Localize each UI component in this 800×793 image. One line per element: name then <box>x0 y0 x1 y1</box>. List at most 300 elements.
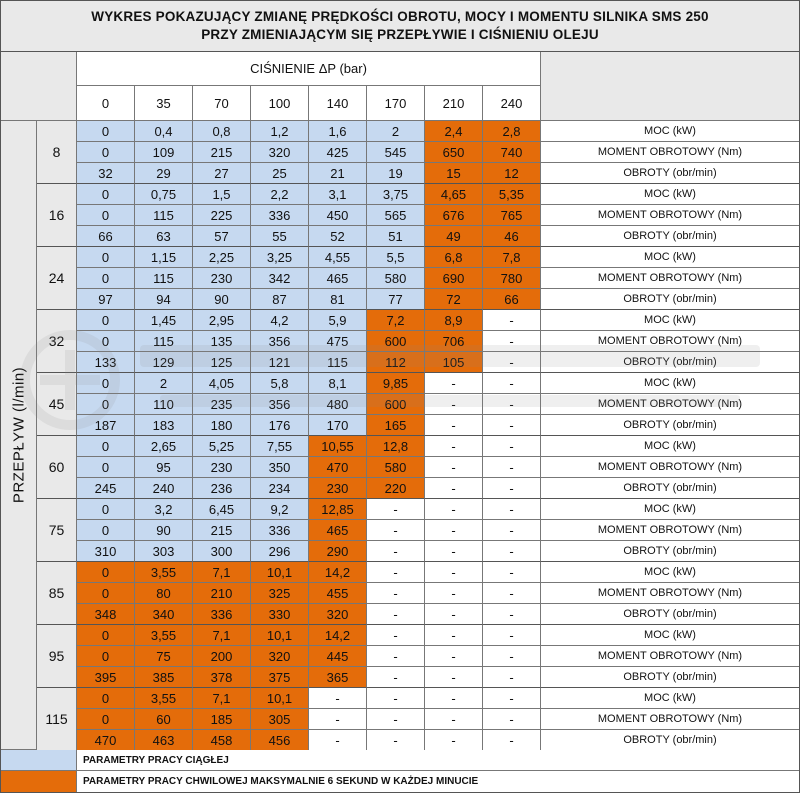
data-cell: 325 <box>251 583 309 604</box>
data-cell: 455 <box>309 583 367 604</box>
data-cell: 2,8 <box>483 121 541 142</box>
data-cell: 458 <box>193 730 251 751</box>
row-label: OBROTY (obr/min) <box>541 541 800 562</box>
data-cell: 303 <box>135 541 193 562</box>
data-cell: 3,55 <box>135 625 193 646</box>
row-label: MOC (kW) <box>541 562 800 583</box>
data-cell: 3,75 <box>367 184 425 205</box>
data-cell: 72 <box>425 289 483 310</box>
data-cell: 0 <box>77 499 135 520</box>
row-label: MOMENT OBROTOWY (Nm) <box>541 457 800 478</box>
data-cell: 109 <box>135 142 193 163</box>
data-cell: - <box>483 478 541 499</box>
data-cell: 780 <box>483 268 541 289</box>
row-label: OBROTY (obr/min) <box>541 352 800 373</box>
data-cell: 60 <box>135 709 193 730</box>
data-cell: 545 <box>367 142 425 163</box>
data-cell: 220 <box>367 478 425 499</box>
data-cell: - <box>367 667 425 688</box>
row-label: MOC (kW) <box>541 247 800 268</box>
row-label: OBROTY (obr/min) <box>541 667 800 688</box>
flow-axis-label <box>0 121 37 750</box>
data-cell: 340 <box>135 604 193 625</box>
data-cell: 105 <box>425 352 483 373</box>
data-cell: 3,1 <box>309 184 367 205</box>
data-cell: 21 <box>309 163 367 184</box>
data-cell: 0,4 <box>135 121 193 142</box>
data-cell: - <box>483 415 541 436</box>
flow-value-2: 24 <box>37 247 77 310</box>
data-cell: 350 <box>251 457 309 478</box>
data-cell: 235 <box>193 394 251 415</box>
data-cell: 600 <box>367 331 425 352</box>
data-cell: - <box>367 499 425 520</box>
data-cell: 3,25 <box>251 247 309 268</box>
data-cell: 29 <box>135 163 193 184</box>
data-cell: 765 <box>483 205 541 226</box>
data-cell: 80 <box>135 583 193 604</box>
data-cell: 4,55 <box>309 247 367 268</box>
data-cell: 81 <box>309 289 367 310</box>
data-cell: 0 <box>77 331 135 352</box>
data-cell: 240 <box>135 478 193 499</box>
row-label: MOC (kW) <box>541 184 800 205</box>
data-cell: 245 <box>77 478 135 499</box>
data-cell: - <box>483 541 541 562</box>
data-cell: - <box>483 457 541 478</box>
data-cell: 129 <box>135 352 193 373</box>
data-cell: 1,2 <box>251 121 309 142</box>
data-cell: 230 <box>193 457 251 478</box>
data-cell: 234 <box>251 478 309 499</box>
data-cell: - <box>425 562 483 583</box>
data-cell: 0 <box>77 121 135 142</box>
data-cell: 115 <box>135 205 193 226</box>
data-cell: 66 <box>483 289 541 310</box>
data-cell: - <box>309 730 367 751</box>
data-cell: 3,55 <box>135 562 193 583</box>
data-cell: 5,35 <box>483 184 541 205</box>
row-label: MOMENT OBROTOWY (Nm) <box>541 268 800 289</box>
row-label: OBROTY (obr/min) <box>541 730 800 751</box>
data-cell: 176 <box>251 415 309 436</box>
row-label: OBROTY (obr/min) <box>541 289 800 310</box>
data-cell: 66 <box>77 226 135 247</box>
data-cell: 336 <box>251 520 309 541</box>
data-cell: 336 <box>193 604 251 625</box>
data-cell: 115 <box>309 352 367 373</box>
data-cell: - <box>367 625 425 646</box>
data-cell: 356 <box>251 394 309 415</box>
data-cell: 55 <box>251 226 309 247</box>
data-cell: - <box>309 688 367 709</box>
data-cell: - <box>483 730 541 751</box>
data-cell: 356 <box>251 331 309 352</box>
data-cell: 4,65 <box>425 184 483 205</box>
data-cell: 0 <box>77 436 135 457</box>
data-cell: 475 <box>309 331 367 352</box>
data-cell: 10,1 <box>251 625 309 646</box>
data-cell: 225 <box>193 205 251 226</box>
pressure-header-2: 70 <box>193 86 251 121</box>
row-label: OBROTY (obr/min) <box>541 415 800 436</box>
data-cell: 10,1 <box>251 562 309 583</box>
data-cell: 365 <box>309 667 367 688</box>
data-cell: 5,25 <box>193 436 251 457</box>
data-cell: - <box>483 688 541 709</box>
row-label: MOC (kW) <box>541 499 800 520</box>
data-cell: - <box>425 415 483 436</box>
data-cell: 49 <box>425 226 483 247</box>
title-line-1: WYKRES POKAZUJĄCY ZMIANĘ PRĘDKOŚCI OBROTU, MOCY I MOMENTU SILNIKA SMS 250 <box>91 9 709 24</box>
data-cell: 52 <box>309 226 367 247</box>
data-cell: - <box>425 583 483 604</box>
data-cell: 5,5 <box>367 247 425 268</box>
data-cell: 7,8 <box>483 247 541 268</box>
data-cell: 125 <box>193 352 251 373</box>
data-cell: 0 <box>77 184 135 205</box>
data-cell: - <box>425 373 483 394</box>
row-label: OBROTY (obr/min) <box>541 604 800 625</box>
data-cell: - <box>483 331 541 352</box>
data-cell: 121 <box>251 352 309 373</box>
data-cell: 4,2 <box>251 310 309 331</box>
row-label: MOC (kW) <box>541 373 800 394</box>
data-cell: - <box>367 688 425 709</box>
data-cell: 296 <box>251 541 309 562</box>
pressure-header-5: 170 <box>367 86 425 121</box>
data-cell: 580 <box>367 457 425 478</box>
data-cell: - <box>425 436 483 457</box>
data-cell: 1,5 <box>193 184 251 205</box>
data-cell: 0 <box>77 520 135 541</box>
data-cell: - <box>483 520 541 541</box>
row-label: MOMENT OBROTOWY (Nm) <box>541 646 800 667</box>
flow-value-4: 45 <box>37 373 77 436</box>
data-cell: 0 <box>77 646 135 667</box>
data-cell: 9,2 <box>251 499 309 520</box>
data-cell: 180 <box>193 415 251 436</box>
data-cell: - <box>367 520 425 541</box>
data-cell: 94 <box>135 289 193 310</box>
data-cell: 580 <box>367 268 425 289</box>
data-cell: - <box>367 541 425 562</box>
data-cell: 0 <box>77 247 135 268</box>
data-cell: 395 <box>77 667 135 688</box>
legend-continuous: PARAMETRY PRACY CIĄGŁEJ <box>77 750 800 771</box>
data-cell: - <box>367 646 425 667</box>
data-cell: 1,6 <box>309 121 367 142</box>
data-cell: - <box>425 520 483 541</box>
data-cell: 75 <box>135 646 193 667</box>
data-cell: - <box>425 625 483 646</box>
row-label: MOMENT OBROTOWY (Nm) <box>541 583 800 604</box>
data-cell: 320 <box>251 142 309 163</box>
data-cell: - <box>425 646 483 667</box>
data-cell: 7,55 <box>251 436 309 457</box>
data-cell: 57 <box>193 226 251 247</box>
flow-value-7: 85 <box>37 562 77 625</box>
data-cell: 330 <box>251 604 309 625</box>
data-cell: 77 <box>367 289 425 310</box>
data-cell: 1,15 <box>135 247 193 268</box>
data-cell: 2,2 <box>251 184 309 205</box>
data-cell: 600 <box>367 394 425 415</box>
row-label: MOMENT OBROTOWY (Nm) <box>541 205 800 226</box>
data-cell: 450 <box>309 205 367 226</box>
data-cell: 565 <box>367 205 425 226</box>
data-cell: 706 <box>425 331 483 352</box>
data-cell: 10,55 <box>309 436 367 457</box>
row-label: MOC (kW) <box>541 310 800 331</box>
data-cell: 115 <box>135 268 193 289</box>
data-cell: 14,2 <box>309 562 367 583</box>
legend-swatch-continuous <box>0 750 77 771</box>
data-cell: - <box>425 457 483 478</box>
data-cell: 95 <box>135 457 193 478</box>
row-label: MOMENT OBROTOWY (Nm) <box>541 709 800 730</box>
data-cell: 300 <box>193 541 251 562</box>
data-cell: - <box>483 310 541 331</box>
data-cell: 342 <box>251 268 309 289</box>
data-cell: 133 <box>77 352 135 373</box>
data-cell: - <box>425 709 483 730</box>
data-cell: 480 <box>309 394 367 415</box>
data-cell: 230 <box>193 268 251 289</box>
data-cell: - <box>483 436 541 457</box>
data-cell: 0 <box>77 688 135 709</box>
data-cell: - <box>483 394 541 415</box>
table-title <box>0 0 800 52</box>
pressure-header-7: 240 <box>483 86 541 121</box>
data-cell: 0 <box>77 625 135 646</box>
data-cell: 165 <box>367 415 425 436</box>
row-label: MOMENT OBROTOWY (Nm) <box>541 142 800 163</box>
data-cell: 2,25 <box>193 247 251 268</box>
data-cell: 650 <box>425 142 483 163</box>
row-label: MOMENT OBROTOWY (Nm) <box>541 331 800 352</box>
data-cell: 185 <box>193 709 251 730</box>
data-cell: 9,85 <box>367 373 425 394</box>
data-cell: 12 <box>483 163 541 184</box>
data-cell: - <box>483 709 541 730</box>
data-cell: 25 <box>251 163 309 184</box>
data-cell: 135 <box>193 331 251 352</box>
data-cell: 456 <box>251 730 309 751</box>
row-label: OBROTY (obr/min) <box>541 478 800 499</box>
data-cell: 0 <box>77 562 135 583</box>
data-cell: 445 <box>309 646 367 667</box>
data-cell: 0 <box>77 310 135 331</box>
pressure-header-3: 100 <box>251 86 309 121</box>
data-cell: - <box>425 688 483 709</box>
data-cell: 170 <box>309 415 367 436</box>
data-cell: - <box>425 604 483 625</box>
data-cell: 110 <box>135 394 193 415</box>
flow-value-6: 75 <box>37 499 77 562</box>
data-cell: 0 <box>77 268 135 289</box>
data-cell: 348 <box>77 604 135 625</box>
data-cell: 27 <box>193 163 251 184</box>
data-cell: 310 <box>77 541 135 562</box>
data-cell: 465 <box>309 268 367 289</box>
data-cell: 200 <box>193 646 251 667</box>
pressure-header-1: 35 <box>135 86 193 121</box>
data-cell: - <box>425 499 483 520</box>
data-cell: 5,8 <box>251 373 309 394</box>
pressure-axis-title: CIŚNIENIE ΔP (bar) <box>77 52 541 86</box>
row-label: MOC (kW) <box>541 688 800 709</box>
data-cell: 378 <box>193 667 251 688</box>
flow-value-9: 115 <box>37 688 77 751</box>
data-cell: 7,1 <box>193 562 251 583</box>
data-cell: 320 <box>309 604 367 625</box>
row-label: MOMENT OBROTOWY (Nm) <box>541 520 800 541</box>
data-cell: 112 <box>367 352 425 373</box>
data-cell: 3,2 <box>135 499 193 520</box>
data-cell: 0 <box>77 583 135 604</box>
pressure-header-0: 0 <box>77 86 135 121</box>
data-cell: 0 <box>77 142 135 163</box>
data-cell: 12,85 <box>309 499 367 520</box>
data-cell: 0 <box>77 709 135 730</box>
data-cell: 0,75 <box>135 184 193 205</box>
data-cell: - <box>425 394 483 415</box>
data-cell: - <box>483 373 541 394</box>
data-cell: 470 <box>309 457 367 478</box>
data-cell: 87 <box>251 289 309 310</box>
data-cell: 2,4 <box>425 121 483 142</box>
row-label: MOC (kW) <box>541 121 800 142</box>
data-cell: 183 <box>135 415 193 436</box>
flow-value-5: 60 <box>37 436 77 499</box>
row-label: MOC (kW) <box>541 625 800 646</box>
data-cell: 6,45 <box>193 499 251 520</box>
row-label: MOMENT OBROTOWY (Nm) <box>541 394 800 415</box>
data-cell: 690 <box>425 268 483 289</box>
data-cell: 320 <box>251 646 309 667</box>
data-cell: 12,8 <box>367 436 425 457</box>
data-cell: 305 <box>251 709 309 730</box>
data-cell: 8,9 <box>425 310 483 331</box>
data-cell: 10,1 <box>251 688 309 709</box>
data-cell: 6,8 <box>425 247 483 268</box>
data-cell: 230 <box>309 478 367 499</box>
data-cell: - <box>425 730 483 751</box>
pressure-header-4: 140 <box>309 86 367 121</box>
row-label: MOC (kW) <box>541 436 800 457</box>
data-cell: 32 <box>77 163 135 184</box>
data-cell: 7,2 <box>367 310 425 331</box>
data-cell: - <box>425 478 483 499</box>
data-cell: 0 <box>77 457 135 478</box>
data-cell: 210 <box>193 583 251 604</box>
data-cell: - <box>483 352 541 373</box>
data-cell: 115 <box>135 331 193 352</box>
data-cell: 63 <box>135 226 193 247</box>
pressure-header-6: 210 <box>425 86 483 121</box>
data-cell: - <box>483 604 541 625</box>
data-cell: - <box>367 562 425 583</box>
data-cell: - <box>483 499 541 520</box>
data-cell: 14,2 <box>309 625 367 646</box>
data-cell: 463 <box>135 730 193 751</box>
data-cell: 385 <box>135 667 193 688</box>
data-cell: 215 <box>193 142 251 163</box>
data-cell: 0 <box>77 373 135 394</box>
data-cell: 2,65 <box>135 436 193 457</box>
data-cell: - <box>367 730 425 751</box>
data-cell: 336 <box>251 205 309 226</box>
data-cell: 2,95 <box>193 310 251 331</box>
header-corner <box>0 52 77 121</box>
data-cell: - <box>367 604 425 625</box>
data-cell: 676 <box>425 205 483 226</box>
data-cell: 465 <box>309 520 367 541</box>
data-cell: 470 <box>77 730 135 751</box>
flow-value-3: 32 <box>37 310 77 373</box>
data-cell: 5,9 <box>309 310 367 331</box>
data-cell: - <box>367 709 425 730</box>
data-cell: 740 <box>483 142 541 163</box>
data-cell: 90 <box>135 520 193 541</box>
data-cell: - <box>483 562 541 583</box>
data-cell: - <box>425 667 483 688</box>
data-cell: - <box>483 583 541 604</box>
data-cell: 46 <box>483 226 541 247</box>
data-cell: 15 <box>425 163 483 184</box>
data-cell: 375 <box>251 667 309 688</box>
data-cell: 3,55 <box>135 688 193 709</box>
data-cell: 2 <box>367 121 425 142</box>
data-cell: 7,1 <box>193 688 251 709</box>
flow-axis-title: PRZEPŁYW (l/min) <box>10 366 27 504</box>
data-cell: 7,1 <box>193 625 251 646</box>
data-cell: 90 <box>193 289 251 310</box>
data-cell: 2 <box>135 373 193 394</box>
flow-value-8: 95 <box>37 625 77 688</box>
data-cell: 1,45 <box>135 310 193 331</box>
data-cell: 0 <box>77 394 135 415</box>
data-cell: 4,05 <box>193 373 251 394</box>
data-cell: 215 <box>193 520 251 541</box>
header-label-corner <box>541 52 800 121</box>
data-cell: - <box>483 667 541 688</box>
data-cell: 236 <box>193 478 251 499</box>
data-cell: 19 <box>367 163 425 184</box>
data-cell: 97 <box>77 289 135 310</box>
row-label: OBROTY (obr/min) <box>541 226 800 247</box>
legend-swatch-intermittent <box>0 771 77 793</box>
data-cell: 425 <box>309 142 367 163</box>
data-cell: 0 <box>77 205 135 226</box>
flow-value-1: 16 <box>37 184 77 247</box>
title-line-2: PRZY ZMIENIAJĄCYM SIĘ PRZEPŁYWIE I CIŚNIENIU OLEJU <box>201 27 599 42</box>
data-cell: 290 <box>309 541 367 562</box>
row-label: OBROTY (obr/min) <box>541 163 800 184</box>
flow-value-0: 8 <box>37 121 77 184</box>
data-cell: - <box>425 541 483 562</box>
data-cell: - <box>367 583 425 604</box>
data-cell: - <box>483 625 541 646</box>
data-cell: 0,8 <box>193 121 251 142</box>
data-cell: - <box>483 646 541 667</box>
data-cell: 51 <box>367 226 425 247</box>
legend-intermittent: PARAMETRY PRACY CHWILOWEJ MAKSYMALNIE 6 SEKUND W KAŻDEJ MINUCIE <box>77 771 800 793</box>
data-cell: 187 <box>77 415 135 436</box>
data-cell: 8,1 <box>309 373 367 394</box>
data-cell: - <box>309 709 367 730</box>
